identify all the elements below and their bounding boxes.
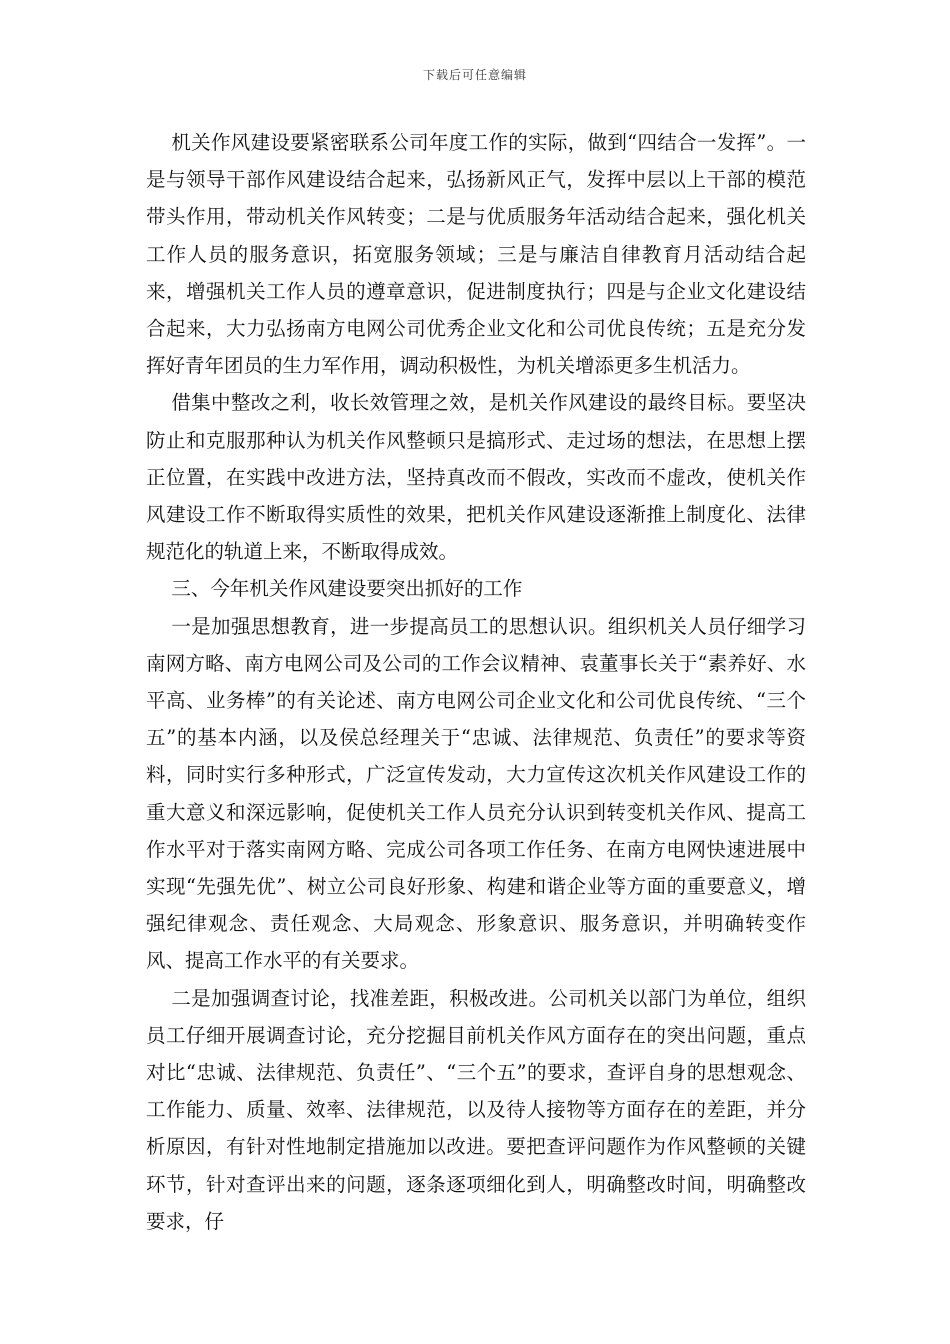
section-heading-three: 三、今年机关作风建设要突出抓好的工作: [171, 577, 523, 601]
page-header: 下载后可任意编辑: [422, 68, 527, 82]
paragraph-ideological-education: 一是加强思想教育，进一步提高员工的思想认识。组织机关人员仔细学习南网方略、南方电网公司及公司的工作会议精神、袁董事长关于“素养好、水平高、业务棒”的有关论述、南方电网公司企业文化和公司优良传统、“三个五”的基本内涵，以及侯总经理关于“忠诚、法律规范、负责任”的要求等资料，同时实行多种形式，广泛宣传发动，大力宣传这次机关作风建设工作的重大意义和深远影响，促使机关工作人员充分认识到转变机关作风、提高工作水平对于落实南网方略、完成公司各项工作任务、在南方电网快速进展中实现“先强先优”、树立公司良好形象、构建和谐企业等方面的重要意义，增强纪律观念、责任观念、大局观念、形象意识、服务意识，并明确转变作风、提高工作水平的有关要求。: [146, 614, 806, 973]
paragraph-long-term-management: 借集中整改之利，收长效管理之效，是机关作风建设的最终目标。要坚决防止和克服那种认为机关作风整顿只是搞形式、走过场的想法，在思想上摆正位置，在实践中改进方法，坚持真改而不假改，实改而不虚改，使机关作风建设工作不断取得实质性的效果，把机关作风建设逐渐推上制度化、法律规范化的轨道上来，不断取得成效。: [146, 391, 806, 564]
document-body: [146, 124, 806, 1240]
paragraph-four-combinations: 机关作风建设要紧密联系公司年度工作的实际，做到“四结合一发挥”。一是与领导干部作风建设结合起来，弘扬新风正气，发挥中层以上干部的模范带头作用，带动机关作风转变；二是与优质服务年活动结合起来，强化机关工作人员的服务意识，拓宽服务领域；三是与廉洁自律教育月活动结合起来，增强机关工作人员的遵章意识，促进制度执行；四是与企业文化建设结合起来，大力弘扬南方电网公司优秀企业文化和公司优良传统；五是充分发挥好青年团员的生力军作用，调动积极性，为机关增添更多生机活力。: [146, 131, 806, 378]
paragraph-investigation-discussion: 二是加强调查讨论，找准差距，积极改进。公司机关以部门为单位，组织员工仔细开展调查讨论，充分挖掘目前机关作风方面存在的突出问题，重点对比“忠诚、法律规范、负责任”、“三个五”的要求，查评自身的思想观念、工作能力、质量、效率、法律规范，以及待人接物等方面存在的差距，并分析原因，有针对性地制定措施加以改进。要把查评问题作为作风整顿的关键环节，针对查评出来的问题，逐条逐项细化到人，明确整改时间，明确整改要求，仔: [146, 986, 806, 1233]
